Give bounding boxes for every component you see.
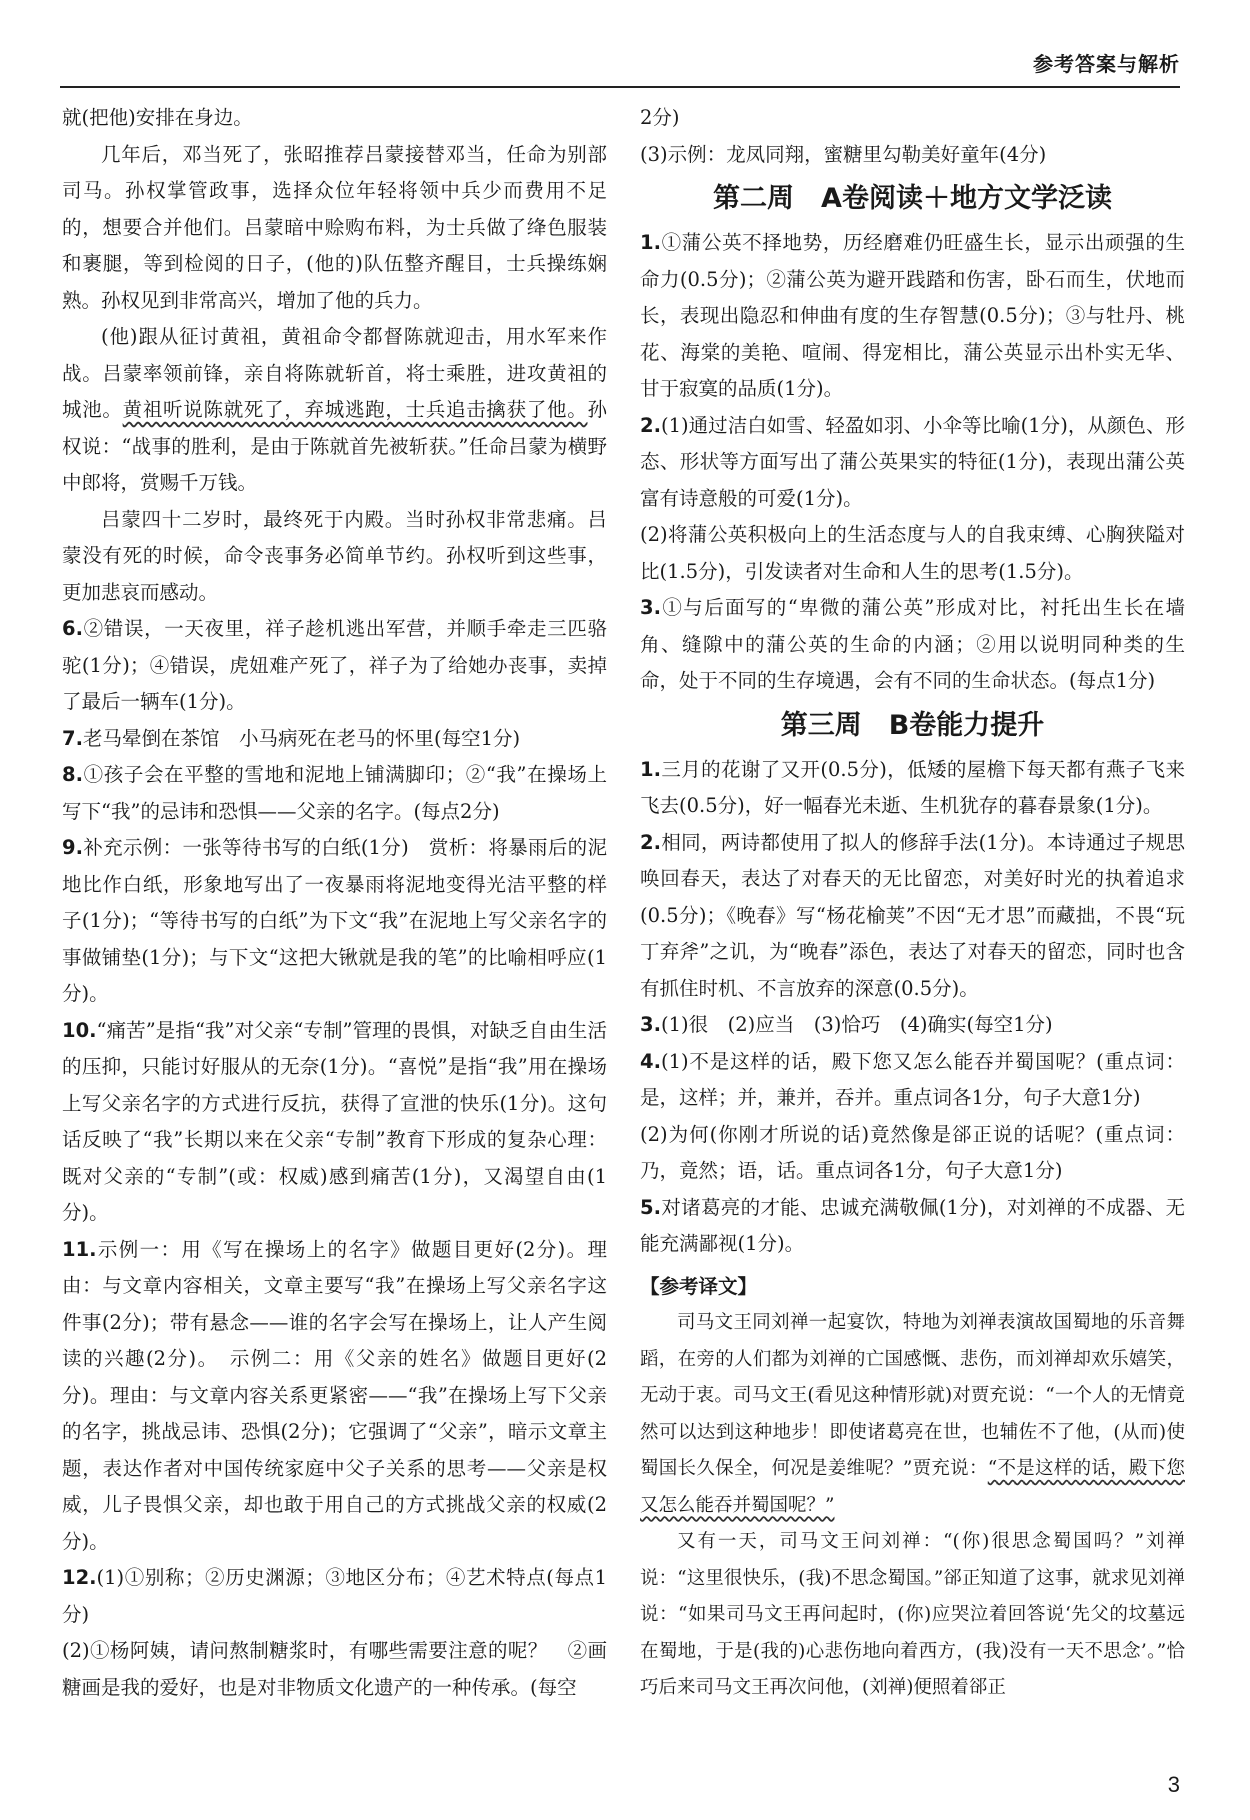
- answer-6: [62, 611, 607, 721]
- answer-text: (1)①别称；②历史渊源；③地区分布；④艺术特点(每点1分): [62, 1566, 607, 1626]
- translation-paragraph: 吕蒙四十二岁时，最终死于内殿。当时孙权非常悲痛。吕蒙没有死的时候，命令丧事务必简单节约。孙权听到这些事，更加悲哀而感动。: [62, 507, 607, 604]
- question-number: 2.: [640, 830, 661, 854]
- question-number: 7.: [62, 726, 83, 750]
- wavy-underlined-sentence: “不是这样的话，殿下您又怎么能吞并蜀国呢？”: [640, 1458, 1185, 1516]
- week3-answer-1: [640, 752, 1185, 825]
- answer-text: ②错误，一天夜里，祥子趁机逃出军营，并顺手牵走三匹骆驼(1分)；④错误，虎妞难产死了，祥子为了给她办丧事，卖掉了最后一辆车(1分)。: [62, 617, 607, 713]
- question-number: 12.: [62, 1566, 97, 1589]
- week3-answer-4: [640, 1044, 1185, 1117]
- answer-text: 三月的花谢了又开(0.5分)，低矮的屋檐下每天都有燕子飞来飞去(0.5分)，好一幅春光未逝、生机犹存的暮春景象(1分)。: [640, 757, 1185, 817]
- answer-continuation: 2分): [640, 106, 680, 129]
- answer-12: [62, 1560, 607, 1633]
- left-column: [62, 100, 607, 1706]
- question-number: 9.: [62, 836, 83, 859]
- text-span: (他)跟从征讨黄祖，黄祖命令都督陈就迎击，用水军来作战。吕蒙率领前锋，亲自将陈就斩首，将士乘胜，进攻黄祖的城池。: [62, 325, 607, 421]
- answer-text: (1)通过洁白如雪、轻盈如羽、小伞等比喻(1分)，从颜色、形态、形状等方面写出了蒲公英果实的特征(1分)，表现出蒲公英富有诗意般的可爱(1分)。: [640, 413, 1185, 510]
- week2-answer-2-part2: (2)将蒲公英积极向上的生活态度与人的自我束缚、心胸狭隘对比(1.5分)，引发读者对生命和人生的思考(1.5分)。: [640, 523, 1185, 583]
- answer-text: (1)很 (2)应当 (3)恰巧 (4)确实(每空1分): [660, 1013, 1053, 1036]
- week2-answer-1: [640, 225, 1185, 408]
- answer-text: ①与后面写的“卑微的蒲公英”形成对比，衬托出生长在墙角、缝隙中的蒲公英的生命的内涵；②用以说明同种类的生命，处于不同的生存境遇，会有不同的生命状态。(每点1分): [640, 596, 1185, 692]
- page-number: 3: [1167, 1772, 1180, 1797]
- reference-translation-paragraph: [640, 1305, 1185, 1524]
- answer-9: [62, 830, 607, 1013]
- answer-text: 补充示例：一张等待书写的白纸(1分) 赏析：将暴雨后的泥地比作白纸，形象地写出了一夜暴雨将泥地变得光洁平整的样子(1分)；“等待书写的白纸”为下文“我”在泥地上写父亲名字的事做铺垫(1分)；与下文“这把大锹就是我的笔”的比喻相呼应(1分)。: [62, 836, 607, 1005]
- answer-12-part3: (3)示例：龙凤同翔，蜜糖里勾勒美好童年(4分): [640, 142, 1047, 166]
- question-number: 11.: [62, 1237, 97, 1261]
- week3-answer-5: [640, 1190, 1185, 1263]
- answer-text: (1)不是这样的话，殿下您又怎么能吞并蜀国呢？(重点词：是，这样；并，兼并，吞并。重点词各1分，句子大意1分): [640, 1049, 1185, 1109]
- week2-answer-3: [640, 590, 1185, 700]
- answer-text: 示例一：用《写在操场上的名字》做题目更好(2分)。理由：与文章内容相关，文章主要写“我”在操场上写父亲名字这件事(2分)；带有悬念——谁的名字会写在操场上，让人产生阅读的兴趣(2分)。 示例二：用《父亲的姓名》做题目更好(2分)。理由：与文章内容关系更紧密——“我”在操场上写下父亲的名字，挑战忌讳、恐惧(2分)；它强调了“父亲”，暗示文章主题，表达作者对中国传统家庭中父子关系的思考——父亲是权威，儿子畏惧父亲，却也敢于用自己的方式挑战父亲的权威(2分)。: [62, 1237, 607, 1553]
- question-number: 4.: [640, 1049, 661, 1073]
- week3-answer-3: [640, 1007, 1185, 1044]
- answer-text: 对诸葛亮的才能、忠诚充满敬佩(1分)，对刘禅的不成器、无能充满鄙视(1分)。: [640, 1195, 1185, 1255]
- text-span: 孙权说：“战事的胜利，是由于陈就首先被斩获。”任命吕蒙为横野中郎将，赏赐千万钱。: [62, 398, 607, 494]
- answer-text: 相同，两诗都使用了拟人的修辞手法(1分)。本诗通过子规思唤回春天，表达了对春天的无比留恋，对美好时光的执着追求(0.5分)；《晚春》写“杨花榆荚”不因“无才思”而藏拙，不畏“玩丁弃斧”之讥，为“晚春”添色，表达了对春天的留恋，同时也含有抓住时机、不言放弃的深意(0.5分)。: [640, 830, 1185, 1000]
- translation-paragraph: [62, 319, 607, 502]
- question-number: 3.: [640, 1013, 661, 1036]
- text-span: 司马文王同刘禅一起宴饮，特地为刘禅表演故国蜀地的乐音舞蹈，在旁的人们都为刘禅的亡国感慨、悲伤，而刘禅却欢乐嬉笑，无动于衷。司马文王(看见这种情形就)对贾充说：“一个人的无情竟然可以达到这种地步！即使诸葛亮在世，也辅佐不了他，(从而)使蜀国长久保全，何况是姜维呢？”贾充说：: [640, 1312, 1185, 1479]
- question-number: 6.: [62, 617, 83, 640]
- section-title-week2: 第二周 A卷阅读＋地方文学泛读: [713, 183, 1112, 214]
- page-header: [60, 0, 1180, 88]
- answer-7: [62, 721, 607, 758]
- header-title: 参考答案与解析: [1033, 52, 1180, 76]
- translation-paragraph: 几年后，邓当死了，张昭推荐吕蒙接替邓当，任命为别部司马。孙权掌管政事，选择众位年轻将领中兵少而费用不足的，想要合并他们。吕蒙暗中赊购布料，为士兵做了绛色服装和裹腿，等到检阅的日子，(他的)队伍整齐醒目，士兵操练娴熟。孙权见到非常高兴，增加了他的兵力。: [62, 142, 607, 312]
- question-number: 1.: [640, 757, 661, 781]
- answer-10: [62, 1013, 607, 1232]
- week2-answer-2: [640, 408, 1185, 518]
- question-number: 8.: [62, 763, 83, 786]
- answer-8: [62, 757, 607, 830]
- reference-translation-tag: 【参考译文】: [640, 1274, 758, 1298]
- answer-text: “痛苦”是指“我”对父亲“专制”管理的畏惧，对缺乏自由生活的压抑，只能讨好服从的无奈(1分)。“喜悦”是指“我”用在操场上写父亲名字的方式进行反抗，获得了宣泄的快乐(1分)。这句话反映了“我”长期以来在父亲“专制”教育下形成的复杂心理：既对父亲的“专制”(或：权威)感到痛苦(1分)，又渴望自由(1分)。: [62, 1018, 607, 1224]
- answer-text: ①蒲公英不择地势，历经磨难仍旺盛生长，显示出顽强的生命力(0.5分)；②蒲公英为避开践踏和伤害，卧石而生，伏地而长，表现出隐忍和伸曲有度的生存智慧(0.5分)；③与牡丹、桃花、海棠的美艳、喧闹、得宠相比，蒲公英显示出朴实无华、甘于寂寞的品质(1分)。: [640, 231, 1185, 400]
- answer-text: 老马晕倒在茶馆 小马病死在老马的怀里(每空1分): [82, 726, 521, 750]
- question-number: 1.: [640, 231, 661, 254]
- week3-answer-2: [640, 825, 1185, 1008]
- week3-answer-4-part2: (2)为何(你刚才所说的话)竟然像是郤正说的话呢？(重点词：乃，竟然；语，话。重点词各1分，句子大意1分): [640, 1122, 1185, 1182]
- answer-text: ①孩子会在平整的雪地和泥地上铺满脚印；②“我”在操场上写下“我”的忌讳和恐惧——父亲的名字。(每点2分): [62, 763, 607, 823]
- wavy-underlined-sentence: 黄祖听说陈就死了，弃城逃跑，士兵追击擒获了他。: [122, 398, 588, 421]
- question-number: 5.: [640, 1195, 661, 1219]
- question-number: 3.: [640, 596, 661, 619]
- right-column: [640, 100, 1185, 1707]
- question-number: 10.: [62, 1018, 97, 1042]
- translation-paragraph: 就(把他)安排在身边。: [62, 106, 253, 129]
- question-number: 2.: [640, 413, 661, 437]
- reference-translation-paragraph: 又有一天，司马文王问刘禅：“(你)很思念蜀国吗？”刘禅说：“这里很快乐，(我)不思念蜀国。”郤正知道了这事，就求见刘禅说：“如果司马文王再问起时，(你)应哭泣着回答说‘先父的坟墓远在蜀地，于是(我的)心悲伤地向着西方，(我)没有一天不思念’。”恰巧后来司马文王再次问他，(刘禅)便照着郤正: [640, 1531, 1185, 1698]
- section-title-week3: 第三周 B卷能力提升: [780, 709, 1045, 741]
- answer-12-part2: (2)①杨阿姨，请问熬制糖浆时，有哪些需要注意的呢？ ②画糖画是我的爱好，也是对非物质文化遗产的一种传承。(每空: [62, 1639, 607, 1699]
- answer-11: [62, 1232, 607, 1561]
